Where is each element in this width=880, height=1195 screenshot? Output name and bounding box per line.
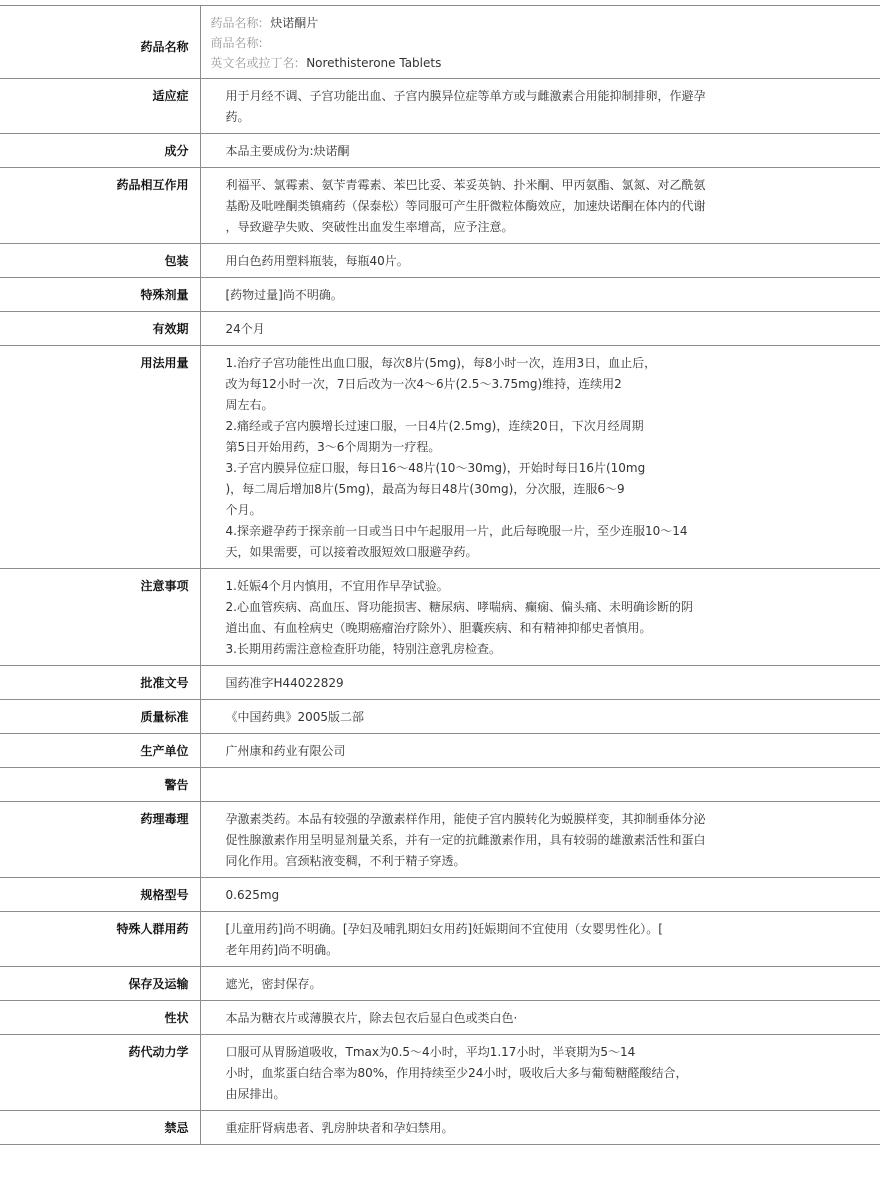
row-label-manufacturer: 生产单位 <box>0 734 200 768</box>
row-value-warning <box>200 768 880 802</box>
row-manufacturer <box>0 734 880 768</box>
row-label-packaging: 包装 <box>0 244 200 278</box>
row-label-special-population: 特殊人群用药 <box>0 912 200 967</box>
value-line: 重症肝肾病患者、乳房肿块者和孕妇禁用。 <box>225 1121 454 1135</box>
row-precautions <box>0 569 880 666</box>
value-line: 小时，血浆蛋白结合率为80%，作用持续至少24小时，吸收后大多与葡萄糖醛酸结合， <box>225 1066 688 1080</box>
row-label-specification: 规格型号 <box>0 878 200 912</box>
row-dosage <box>0 346 880 569</box>
value-line: ，导致避孕失败、突破性出血发生率增高，应予注意。 <box>225 220 514 234</box>
row-label-precautions: 注意事项 <box>0 569 200 666</box>
value-line: 用于月经不调、子宫功能出血、子宫内膜异位症等单方或与雌激素合用能抑制排卵，作避孕 <box>225 89 706 103</box>
name-field-value: 炔诺酮片 <box>270 16 319 30</box>
value-line: 药。 <box>225 110 250 124</box>
row-value-approval <box>200 666 880 700</box>
value-line: 道出血、有血栓病史（晚期癌瘤治疗除外）、胆囊疾病、和有精神抑郁史者慎用。 <box>225 621 652 635</box>
row-label-interactions: 药品相互作用 <box>0 168 200 244</box>
value-line: [药物过量]尚不明确。 <box>225 288 343 302</box>
row-label-validity: 有效期 <box>0 312 200 346</box>
row-appearance <box>0 1001 880 1035</box>
value-line: 3.长期用药需注意检查肝功能，特别注意乳房检查。 <box>225 642 501 656</box>
row-storage <box>0 967 880 1001</box>
value-line: [儿童用药]尚不明确。[孕妇及哺乳期妇女用药]妊娠期间不宜使用（女婴男性化）。[ <box>225 922 663 936</box>
row-value-pharmacology <box>200 802 880 878</box>
row-approval <box>0 666 880 700</box>
value-line: 促性腺激素作用呈明显剂量关系，并有一定的抗雌激素作用，具有较弱的雄激素活性和蛋白 <box>225 833 706 847</box>
row-label-warning: 警告 <box>0 768 200 802</box>
row-contraindications <box>0 1111 880 1145</box>
row-label-storage: 保存及运输 <box>0 967 200 1001</box>
row-warning <box>0 768 880 802</box>
row-indications <box>0 79 880 134</box>
value-line: 由尿排出。 <box>225 1087 286 1101</box>
row-packaging <box>0 244 880 278</box>
name-field-label: 英文名或拉丁名: <box>210 56 299 70</box>
name-field <box>211 33 871 53</box>
value-line: 遮光，密封保存。 <box>225 977 322 991</box>
row-pharmacology <box>0 802 880 878</box>
name-field <box>211 53 871 73</box>
value-line: 本品为糖衣片或薄膜衣片，除去包衣后显白色或类白色· <box>225 1011 518 1025</box>
row-label-contraindications: 禁忌 <box>0 1111 200 1145</box>
name-field-label: 药品名称: <box>210 16 263 30</box>
row-value-special-dose <box>200 278 880 312</box>
row-label-appearance: 性状 <box>0 1001 200 1035</box>
value-line: 第5日开始用药，3～6个周期为一疗程。 <box>225 440 441 454</box>
row-special-population <box>0 912 880 967</box>
name-field <box>211 13 871 33</box>
value-line: 0.625mg <box>225 888 280 902</box>
value-line: 个月。 <box>225 503 262 517</box>
row-pharmacokinetics <box>0 1035 880 1111</box>
row-value-specification <box>200 878 880 912</box>
row-specification <box>0 878 880 912</box>
name-field-value: Norethisterone Tablets <box>306 56 442 70</box>
row-value-dosage <box>200 346 880 569</box>
row-value-appearance <box>200 1001 880 1035</box>
row-label-special-dose: 特殊剂量 <box>0 278 200 312</box>
value-line: 4.探亲避孕药于探亲前一日或当日中午起服用一片，此后每晚服一片，至少连服10～14 <box>225 524 688 538</box>
drug-info-document <box>0 5 880 1145</box>
value-line: )，每二周后增加8片(5mg)，最高为每日48片(30mg)，分次服，连服6～9 <box>225 482 625 496</box>
value-line: 1.治疗子宫功能性出血口服，每次8片(5mg)，每8小时一次，连用3日，血止后， <box>225 356 657 370</box>
value-line: 用白色药用塑料瓶装，每瓶40片。 <box>225 254 409 268</box>
row-value-manufacturer <box>200 734 880 768</box>
row-label-approval: 批准文号 <box>0 666 200 700</box>
row-label-indications: 适应症 <box>0 79 200 134</box>
row-value-contraindications <box>200 1111 880 1145</box>
value-line: 天，如果需要，可以接着改服短效口服避孕药。 <box>225 545 478 559</box>
value-line: 2.痛经或子宫内膜增长过速口服，一日4片(2.5mg)，连续20日，下次月经周期 <box>225 419 644 433</box>
row-value-validity <box>200 312 880 346</box>
value-line: 老年用药]尚不明确。 <box>225 943 339 957</box>
row-value-storage <box>200 967 880 1001</box>
row-label-ingredients: 成分 <box>0 134 200 168</box>
row-value-packaging <box>200 244 880 278</box>
value-line: 孕激素类药。本品有较强的孕激素样作用，能使子宫内膜转化为蜕膜样变，其抑制垂体分泌 <box>225 812 706 826</box>
value-line: 《中国药典》2005版二部 <box>225 710 365 724</box>
row-value-ingredients <box>200 134 880 168</box>
drug-info-table <box>0 5 880 1145</box>
row-label-name: 药品名称 <box>0 6 200 79</box>
row-standard <box>0 700 880 734</box>
value-line: 利福平、氯霉素、氨苄青霉素、苯巴比妥、苯妥英钠、扑米酮、甲丙氨酯、氯氮、对乙酰氨 <box>225 178 706 192</box>
value-line <box>226 775 871 796</box>
row-validity <box>0 312 880 346</box>
row-label-dosage: 用法用量 <box>0 346 200 569</box>
value-line: 基酚及吡唑酮类镇痛药（保泰松）等同服可产生肝微粒体酶效应，加速炔诺酮在体内的代谢 <box>225 199 706 213</box>
row-interactions <box>0 168 880 244</box>
row-value-pharmacokinetics <box>200 1035 880 1111</box>
value-line: 3.子宫内膜异位症口服，每日16～48片(10～30mg)，开始时每日16片(10mg <box>225 461 646 475</box>
row-value-special-population <box>200 912 880 967</box>
row-special-dose <box>0 278 880 312</box>
row-value-indications <box>200 79 880 134</box>
row-label-standard: 质量标准 <box>0 700 200 734</box>
row-value-name <box>200 6 880 79</box>
value-line: 本品主要成份为:炔诺酮 <box>225 144 350 158</box>
value-line: 2.心血管疾病、高血压、肾功能损害、糖尿病、哮喘病、癫痫、偏头痛、未明确诊断的阴 <box>225 600 693 614</box>
name-field-label: 商品名称: <box>210 36 263 50</box>
value-line: 广州康和药业有限公司 <box>225 744 346 758</box>
row-name <box>0 6 880 79</box>
row-value-interactions <box>200 168 880 244</box>
value-line: 同化作用。宫颈粘液变稠，不利于精子穿透。 <box>225 854 466 868</box>
row-value-standard <box>200 700 880 734</box>
row-value-precautions <box>200 569 880 666</box>
value-line: 改为每12小时一次，7日后改为一次4～6片(2.5～3.75mg)维持，连续用2 <box>225 377 622 391</box>
value-line: 周左右。 <box>225 398 274 412</box>
value-line: 1.妊娠4个月内慎用，不宜用作早孕试验。 <box>225 579 449 593</box>
row-ingredients <box>0 134 880 168</box>
value-line: 国药准字H44022829 <box>225 676 344 690</box>
row-label-pharmacokinetics: 药代动力学 <box>0 1035 200 1111</box>
value-line: 24个月 <box>225 322 265 336</box>
value-line: 口服可从胃肠道吸收，Tmax为0.5～4小时，平均1.17小时，半衰期为5～14 <box>225 1045 636 1059</box>
row-label-pharmacology: 药理毒理 <box>0 802 200 878</box>
